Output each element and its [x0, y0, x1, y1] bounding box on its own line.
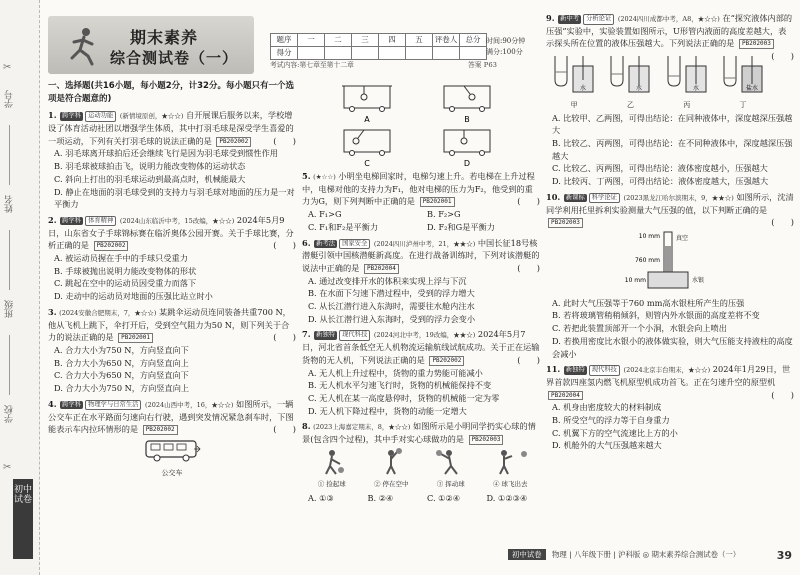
field-student-id: 学号: [5, 90, 15, 108]
score-cell[interactable]: [433, 47, 460, 60]
option-a[interactable]: A. 机身由密度较大的材料制成: [552, 402, 662, 413]
footer-grade: 八年级下册: [573, 550, 611, 559]
stage-4: [490, 448, 530, 490]
bus-icon: [142, 438, 202, 464]
score-head: 五: [406, 34, 433, 47]
option-a[interactable]: A. 羽毛球离开球拍后还会继续飞行是因为羽毛球受到惯性作用: [54, 148, 278, 159]
option-b[interactable]: B. ②④: [367, 492, 394, 503]
score-cell[interactable]: [298, 47, 325, 60]
column-2: [302, 80, 540, 507]
option-b[interactable]: B. 所受空气的浮力等于自身重力: [552, 415, 670, 426]
figure-label-c: C: [364, 159, 370, 168]
setup-jia: [551, 52, 597, 111]
page-number: 39: [776, 549, 792, 562]
tag-badge: 现代科技: [339, 330, 370, 341]
q4-options-figure: [302, 80, 540, 170]
option-d[interactable]: D. 机舱外的大气压强越来越大: [552, 440, 662, 451]
question-number: 1.: [48, 110, 57, 121]
runner-icon: [62, 24, 106, 68]
question-source: (2024山东临沂中考，15改编，★☆☆): [119, 216, 235, 225]
person-icon: [431, 448, 471, 476]
score-cell[interactable]: [325, 47, 352, 60]
question-source: (2024北京丰台期末，★☆☆): [623, 366, 711, 375]
score-cell[interactable]: [352, 47, 379, 60]
figure-label-a: A: [364, 115, 370, 124]
score-head: 四: [379, 34, 406, 47]
footer-title: 期末素养综合测试卷（一）: [651, 550, 741, 559]
section-title: 一、选择题(共16小题，每小题2分，计32分。每小题只有一个选项是符合题意的): [48, 81, 294, 105]
u-tube-figure: [546, 52, 771, 111]
option-a[interactable]: A. 此时大气压强等于760 mm高水银柱所产生的压强: [552, 297, 745, 308]
bus-figure: [48, 438, 296, 479]
stage-1: [312, 448, 352, 490]
column-1: [48, 80, 296, 481]
vacuum-label: 真空: [676, 234, 689, 242]
question-source: (2024河北中考，19改编，★★☆): [373, 331, 476, 340]
question-5: [302, 170, 540, 234]
question-10: [546, 191, 794, 360]
question-text: 小明坐电梯回家时，电梯匀速上升。若电梯在上升过程中，电梯对他的支持力为F₁，他对电梯的压力为F₂，他受到的重力为G，则下列判断中正确的是: [302, 171, 535, 207]
figure-caption: ④ 球飞出去: [492, 480, 528, 489]
question-text: 2024年5月9日，山东省女子手球锦标赛在临沂奥体公园开赛。关于手球比赛，分析正确的是: [48, 214, 294, 251]
answer-blank[interactable]: ( ): [771, 51, 794, 62]
question-6: [302, 237, 540, 326]
dimension-label: 10 mm: [638, 232, 660, 240]
answer-blank[interactable]: ( ): [771, 389, 794, 400]
question-text: 自开展课后服务以来，学校增设了体育活动社团以增强学生体质，其中打羽毛球是深受学生喜爱的一项运动，下列有关打羽毛球的说法正确的是: [48, 110, 294, 146]
option-a[interactable]: A. 被运动员握在手中的手球只受重力: [54, 253, 188, 264]
torricelli-figure: [546, 230, 794, 296]
question-source: (★☆☆): [313, 173, 336, 181]
question-number: 11.: [546, 364, 561, 375]
question-source: (2024四川泸州中考，21，★★☆): [373, 239, 476, 248]
figure-caption: ③ 挥动球: [436, 480, 465, 489]
exam-range: 考试内容:第七章至第十二章: [270, 61, 354, 69]
question-number: 10.: [546, 191, 561, 202]
option-c[interactable]: C. F₁和F₂是平衡力: [308, 221, 379, 232]
option-a[interactable]: A. 合力大小为750 N，方向竖直向下: [54, 345, 189, 355]
option-d[interactable]: D. 走动中的运动员对地面的压强比站立时小: [54, 291, 213, 302]
question-code: PB202003: [739, 39, 774, 49]
question-number: 9.: [546, 13, 555, 23]
score-cell[interactable]: [460, 47, 487, 60]
tag-badge: 跨学科: [62, 112, 82, 120]
tag-badge: 体育精神: [85, 216, 116, 227]
liquid-label: 水: [636, 85, 643, 93]
binding-margin: [0, 0, 40, 575]
scissors-icon: ✂: [3, 462, 12, 473]
option-c[interactable]: C. 比较乙、丙两图，可得出结论：液体密度越小，压强越大: [552, 163, 768, 174]
question-source: (2024山西中考，16，★☆☆): [145, 400, 234, 409]
answer-blank[interactable]: ( ): [517, 262, 540, 273]
dimension-label: 760 mm: [634, 256, 660, 264]
option-a[interactable]: A. ①③: [308, 492, 334, 503]
question-3: [48, 306, 296, 395]
question-text: 如图所示，沈清同学利用托里拆利实验测量大气压强的值，以下判断正确的是: [546, 191, 794, 215]
mercury-label: 水银: [692, 276, 705, 284]
tag-badge: 国家安全: [339, 239, 370, 250]
option-d[interactable]: D. ①②③④: [486, 492, 528, 503]
tag-badge: 新独特: [316, 331, 336, 339]
person-icon: [490, 448, 530, 476]
fill-line: [9, 230, 10, 290]
option-c[interactable]: C. 无人机在某一高度悬停时，货物的机械能一定为零: [308, 392, 500, 403]
title-banner: [48, 16, 254, 74]
option-a[interactable]: A. 通过改变排开水的体积来实现上浮与下沉: [308, 275, 467, 286]
option-d[interactable]: D. 从长江潜行进入东海时，受到的浮力会变小: [308, 313, 476, 324]
barometer-icon: [610, 230, 730, 292]
field-name: 姓名: [5, 195, 15, 213]
question-code: PB202004: [548, 391, 583, 401]
figure-label: 甲: [570, 100, 578, 109]
option-b[interactable]: B. 若将玻璃管稍稍倾斜，则管内外水银面的高度差将不变: [552, 310, 760, 321]
option-a[interactable]: A. F₁>G: [308, 209, 342, 220]
figure-label: 丁: [739, 100, 747, 109]
question-code: PB202003: [469, 435, 504, 445]
answer-blank[interactable]: ( ): [273, 424, 296, 435]
question-text: 2024年5月7日，河北省首条低空无人机物流运输航线试航成功。关于正在运输货物的无人机，下列说法正确的是: [302, 329, 540, 365]
person-icon: [371, 448, 411, 476]
option-c[interactable]: C. 从长江潜行进入东海时，需要往水舱内注水: [308, 301, 475, 312]
handle-options-figure: [302, 80, 540, 170]
option-c[interactable]: C. ①②④: [427, 492, 461, 503]
u-tube-icon: [664, 52, 710, 96]
question-code: PB202001: [118, 333, 153, 343]
exam-full-score: 满分:100分: [486, 47, 523, 56]
column-3: [546, 12, 794, 455]
question-number: 8.: [302, 421, 311, 432]
u-tube-icon: [551, 52, 597, 96]
score-head: 二: [325, 34, 352, 47]
question-number: 5.: [302, 171, 311, 181]
option-d[interactable]: D. 比较丙、丁两图，可得出结论：液体密度越大，压强越大: [552, 176, 769, 187]
question-source: (新情境原创，★☆☆): [119, 112, 184, 121]
tag-badge: 跨学科: [62, 400, 82, 408]
figure-caption: ② 停在空中: [373, 480, 409, 489]
score-head: 一: [298, 34, 325, 47]
exam-meta: [486, 36, 525, 57]
tag-badge: 新中考: [560, 15, 580, 22]
score-cell[interactable]: [379, 47, 406, 60]
question-code: PB202001: [420, 197, 455, 207]
u-tube-icon: [720, 52, 766, 96]
question-source: (2023黑龙江哈尔滨期末，9，★★☆): [623, 193, 734, 202]
setup-bing: [664, 52, 710, 111]
option-b[interactable]: B. 羽毛球被球拍击飞，说明力能改变物体的运动状态: [54, 161, 246, 172]
option-a[interactable]: A. 比较甲、乙两图，可得出结论：在同种液体中，深度越深压强越大: [552, 112, 793, 136]
question-code: PB202002: [216, 137, 251, 147]
footer-edition: 沪科版: [618, 550, 641, 559]
exam-time: 时间:90分钟: [486, 37, 526, 45]
question-1: [48, 109, 296, 211]
option-c[interactable]: C. 合力大小为650 N，方向竖直向下: [54, 370, 189, 381]
tag-badge: 物理学与日常生活: [85, 400, 141, 411]
option-b[interactable]: B. 合力大小为650 N，方向竖直向上: [54, 357, 189, 368]
answer-ref: 答案 P63: [468, 61, 497, 69]
figure-label: 乙: [626, 100, 634, 109]
figure-caption: ① 捡起球: [317, 480, 346, 489]
question-code: PB202002: [143, 425, 178, 435]
answer-blank[interactable]: ( ): [273, 240, 296, 251]
liquid-label: 盐水: [746, 85, 759, 93]
option-d[interactable]: D. 合力大小为750 N，方向竖直向上: [54, 383, 190, 394]
question-8: [302, 420, 540, 504]
field-school: 学校: [5, 405, 15, 423]
question-number: 6.: [302, 237, 311, 248]
question-source: (2023上海嘉定期末，8，★☆☆): [313, 423, 411, 432]
tag-badge: 新考法: [316, 239, 336, 247]
dimension-label: 10 mm: [624, 276, 646, 284]
question-source: (2024安徽合肥期末，7，★☆☆): [59, 308, 157, 317]
answer-blank[interactable]: ( ): [517, 196, 540, 207]
question-text: 中国长征18号核潜艇引领中国核潜艇新高度。在进行战备训练时，下列对该潜艇的说法中正确的是: [302, 237, 540, 273]
option-d[interactable]: D. 无人机下降过程中，货物的动能一定增大: [308, 405, 467, 416]
answer-blank[interactable]: ( ): [273, 135, 296, 146]
brand-label: 初中试卷: [13, 479, 33, 559]
figure-label-b: B: [464, 115, 470, 124]
fill-line: [9, 125, 10, 185]
tag-badge: 现代科技: [589, 365, 620, 376]
tag-badge: 运动功能: [85, 111, 116, 122]
score-head: 评卷人: [433, 34, 460, 47]
score-head: 总分: [460, 34, 487, 47]
tag-badge: 新独特: [565, 366, 585, 374]
score-head: 三: [352, 34, 379, 47]
option-b[interactable]: B. 无人机水平匀速飞行时，货物的机械能保持不变: [308, 380, 492, 391]
question-9: [546, 12, 794, 188]
question-2: [48, 214, 296, 303]
question-number: 7.: [302, 329, 311, 340]
u-tube-icon: [607, 52, 653, 96]
person-icon: [312, 448, 352, 476]
figure-label: 丙: [683, 100, 691, 109]
answer-blank[interactable]: ( ): [771, 217, 794, 228]
tag-badge: 跨学科: [62, 216, 82, 224]
figure-label-d: D: [463, 159, 471, 168]
title-line-2: 综合测试卷（一）: [110, 49, 239, 67]
page-footer: 初中试卷 物理 | 八年级下册 | 沪科版 ◎ 期末素养综合测试卷（一） 39: [508, 549, 792, 563]
scissors-icon: ✂: [3, 62, 12, 73]
question-text: 某跳伞运动员连同装备共重700 N，他从飞机上跳下，伞打开后，受到空气阻力为50 N，则下列关于合力的说法正确的是: [48, 306, 291, 343]
question-text: 如图所示是小明同学扔实心球的情景(包含四个过程)，其中手对实心球做功的是: [302, 421, 536, 445]
question-text: 在“探究液体内部的压强”实验中，实验装置如图所示，U形管内液面的高度差越大，表示探头所在位置的液体压强越大。下列说法正确的是: [546, 13, 793, 49]
option-a[interactable]: A. 无人机上升过程中，货物的重力势能可能减小: [308, 367, 483, 378]
liquid-label: 水: [580, 85, 587, 93]
footer-tag: 初中试卷: [508, 549, 546, 560]
question-number: 4.: [48, 398, 57, 409]
footer-subject: 物理: [551, 550, 567, 559]
question-text: 2024年1月29日，世界首款四座氢内燃飞机原型机成功首飞。正在匀速升空的原型机: [546, 364, 791, 387]
tag-badge: 新课标: [565, 193, 585, 201]
question-text: 如图所示，一辆公交车正在水平路面匀速向右行驶，遇到突发情况紧急刹车时，下图能表示车内拉环情形的是: [48, 398, 294, 435]
option-c[interactable]: C. 机翼下方的空气流速比上方的小: [552, 427, 678, 438]
score-cell[interactable]: [406, 47, 433, 60]
option-d[interactable]: D. 静止在地面的羽毛球受到的支持力与羽毛球对地面的压力是一对平衡力: [54, 186, 295, 210]
liquid-label: 水: [692, 85, 699, 93]
option-b[interactable]: B. 在水面下匀速下潜过程中，受到的浮力增大: [308, 288, 475, 299]
question-number: 2.: [48, 214, 57, 225]
question-code: PB202004: [364, 264, 399, 274]
answer-blank[interactable]: ( ): [517, 354, 540, 365]
question-code: PB202002: [429, 356, 464, 366]
option-c[interactable]: C. 斜向上打出的羽毛球运动到最高点时，机械能最大: [54, 173, 246, 184]
figure-caption: 公交车: [161, 468, 183, 477]
option-b[interactable]: B. 手球被抛出说明力能改变物体的形状: [54, 265, 197, 276]
option-b[interactable]: B. 比较乙、丙两图，可得出结论：在不同种液体中，深度越深压强越大: [552, 138, 793, 161]
answer-blank[interactable]: ( ): [273, 332, 296, 343]
score-table: [270, 33, 487, 60]
ball-figure: [302, 448, 540, 490]
setup-ding: [720, 52, 766, 111]
option-b[interactable]: B. F₂>G: [427, 209, 461, 220]
setup-yi: [607, 52, 653, 111]
question-code: PB202002: [94, 241, 129, 251]
fill-line: [9, 335, 10, 395]
question-number: 3.: [48, 306, 57, 317]
option-c[interactable]: C. 若把此装置顶部开一个小洞，水银会向上喷出: [552, 323, 727, 334]
stage-3: [431, 448, 471, 490]
stage-2: [371, 448, 411, 490]
question-7: [302, 328, 540, 417]
score-head: 题序: [271, 34, 298, 47]
question-code: PB202003: [548, 218, 583, 228]
score-label: 得分: [271, 47, 298, 60]
tag-badge: 分析论证: [583, 14, 614, 25]
question-source: (2024四川成都中考，A8，★☆☆): [617, 15, 720, 23]
title-line-1: 期末素养: [130, 28, 199, 47]
option-c[interactable]: C. 跳起在空中的运动员因受重力而落下: [54, 278, 197, 289]
option-d[interactable]: D. 若换用密度比水银小的液体做实验，则大气压能支持液柱的高度会减小: [552, 335, 793, 359]
question-11: [546, 363, 794, 452]
option-d[interactable]: D. F₂和G是平衡力: [427, 221, 495, 232]
field-class: 班级: [5, 300, 15, 318]
tag-badge: 科学论证: [589, 193, 620, 204]
question-4: [48, 398, 296, 479]
